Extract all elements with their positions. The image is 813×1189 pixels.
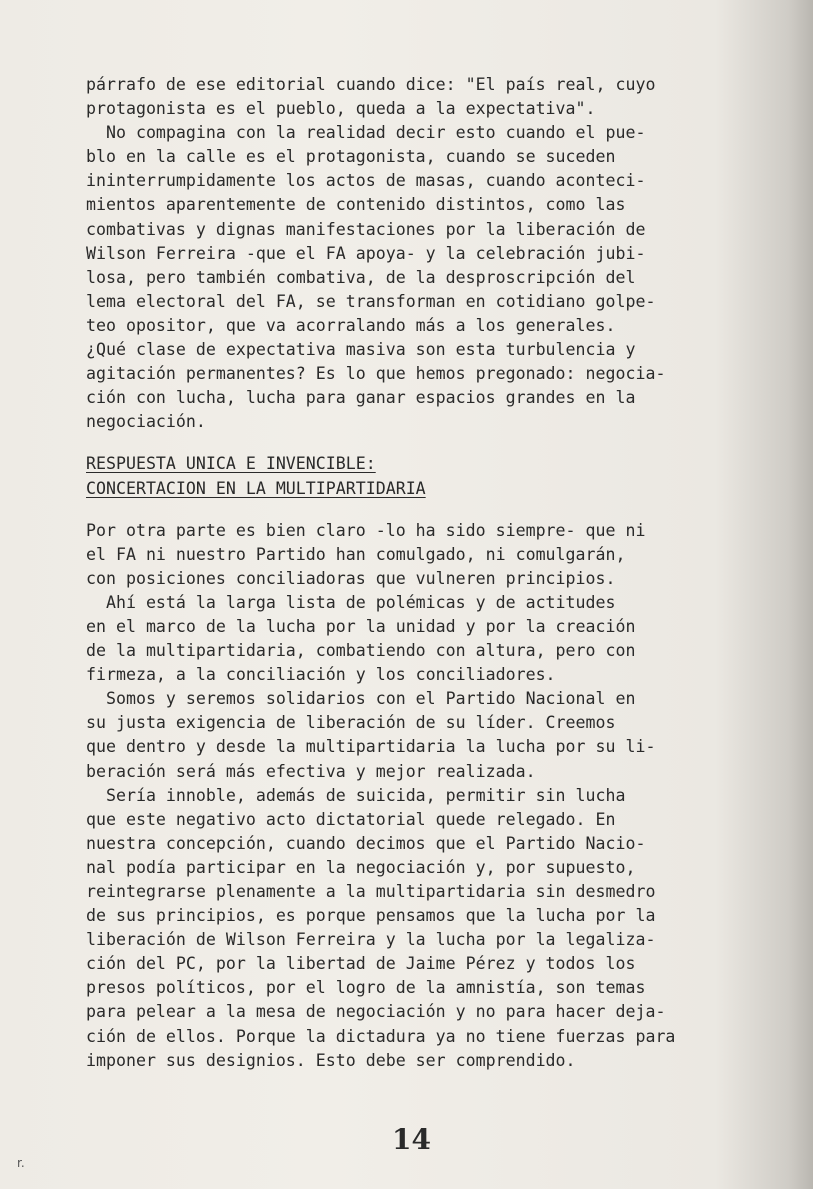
text-line: ininterrumpidamente los actos de masas, cuando aconteci- [86, 171, 646, 191]
text-line: negociación. [86, 412, 206, 432]
text-line: ción con lucha, lucha para ganar espacios grandes en la [86, 388, 636, 408]
text-line: lema electoral del FA, se transforman en cotidiano golpe- [86, 291, 656, 311]
text-line: agitación permanentes? Es lo que hemos pregonado: negocia- [86, 364, 666, 384]
text-line: de la multipartidaria, combatiendo con altura, pero con [86, 641, 636, 661]
text-line: teo opositor, que va acorralando más a los generales. [86, 315, 616, 335]
text-line: nuestra concepción, cuando decimos que el Partido Nacio- [86, 833, 646, 853]
text-line: liberación de Wilson Ferreira y la lucha por la legaliza- [86, 930, 656, 950]
text-line: su justa exigencia de liberación de su líder. Creemos [86, 713, 616, 733]
text-line: imponer sus designios. Esto debe ser comprendido. [86, 1050, 576, 1070]
text-line: Somos y seremos solidarios con el Partido Nacional en [86, 689, 636, 709]
text-line: nal podía participar en la negociación y, por supuesto, [86, 857, 636, 877]
text-line: que este negativo acto dictatorial quede relegado. En [86, 809, 616, 829]
text-line: Wilson Ferreira -que el FA apoya- y la celebración jubi- [86, 243, 646, 263]
page-number: 14 [392, 1123, 431, 1156]
section-gap [86, 501, 766, 519]
text-line: para pelear a la mesa de negociación y no para hacer deja- [86, 1002, 666, 1022]
text-line: blo en la calle es el protagonista, cuando se suceden [86, 147, 616, 167]
heading-line: RESPUESTA UNICA E INVENCIBLE: [86, 454, 376, 474]
heading-line: CONCERTACION EN LA MULTIPARTIDARIA [86, 478, 426, 498]
text-line: firmeza, a la conciliación y los conciliadores. [86, 665, 556, 685]
text-line: Sería innoble, además de suicida, permitir sin lucha [86, 785, 626, 805]
text-line: reintegrarse plenamente a la multipartidaria sin desmedro [86, 882, 656, 901]
text-line: ción del PC, por la libertad de Jaime Pérez y todos los [86, 954, 636, 974]
section-gap [86, 434, 766, 452]
text-line: ción de ellos. Porque la dictadura ya no tiene fuerzas para [86, 1026, 676, 1046]
text-line: en el marco de la lucha por la unidad y por la creación [86, 616, 636, 636]
text-line: que dentro y desde la multipartidaria la lucha por su li- [86, 737, 656, 757]
text-line: protagonista es el pueblo, queda a la expectativa". [86, 99, 596, 119]
page-text [86, 73, 766, 1073]
text-line: el FA ni nuestro Partido han comulgado, ni comulgarán, [86, 544, 626, 564]
text-line: combativas y dignas manifestaciones por la liberación de [86, 219, 646, 239]
paragraph-block-1 [86, 73, 766, 434]
text-line: beración será más efectiva y mejor realizada. [86, 761, 536, 781]
text-line: párrafo de ese editorial cuando dice: "El país real, cuyo [86, 75, 656, 94]
text-line: No compagina con la realidad decir esto cuando el pue- [86, 123, 646, 143]
text-line: ¿Qué clase de expectativa masiva son esta turbulencia y [86, 340, 636, 360]
corner-mark: r. [17, 1156, 25, 1170]
section-heading [86, 452, 766, 500]
text-line: losa, pero también combativa, de la desproscripción del [86, 267, 636, 287]
paragraph-block-2 [86, 519, 766, 1073]
text-line: con posiciones conciliadoras que vulneren principios. [86, 568, 616, 588]
text-line: Ahí está la larga lista de polémicas y de actitudes [86, 592, 616, 612]
text-line: de sus principios, es porque pensamos que la lucha por la [86, 906, 656, 926]
text-line: presos políticos, por el logro de la amnistía, son temas [86, 978, 646, 998]
text-line: mientos aparentemente de contenido distintos, como las [86, 195, 626, 215]
text-line: Por otra parte es bien claro -lo ha sido siempre- que ni [86, 520, 646, 540]
